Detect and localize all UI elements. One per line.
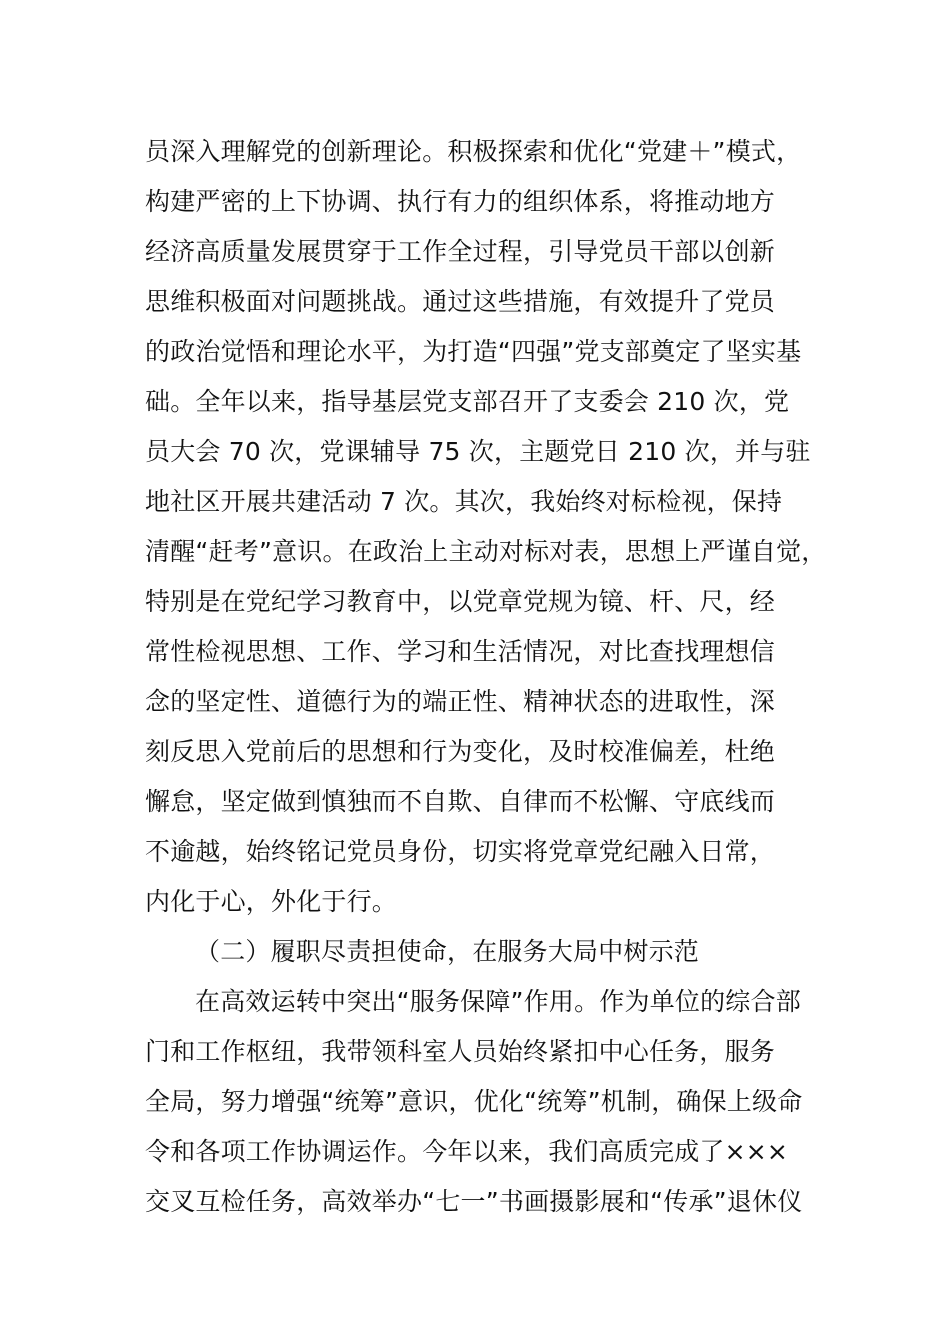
body-text [145, 127, 835, 1227]
text-line: 不逾越，始终铭记党员身份，切实将党章党纪融入日常， [145, 837, 776, 866]
text-line: 思维积极面对问题挑战。通过这些措施，有效提升了党员 [145, 287, 776, 316]
section-heading: （二）履职尽责担使命，在服务大局中树示范 [195, 937, 700, 966]
text-line: 的政治觉悟和理论水平，为打造“四强”党支部奠定了坚实基 [145, 337, 802, 366]
text-line: 令和各项工作协调运作。今年以来，我们高质完成了××× [145, 1137, 789, 1166]
text-line: 念的坚定性、道德行为的端正性、精神状态的进取性，深 [145, 687, 776, 716]
text-line: 交叉互检任务，高效举办“七一”书画摄影展和“传承”退休仪 [145, 1187, 803, 1216]
text-line: 构建严密的上下协调、执行有力的组织体系，将推动地方 [145, 187, 776, 216]
text-line: 刻反思入党前后的思想和行为变化，及时校准偏差，杜绝 [145, 737, 776, 766]
paragraph-first-line: 在高效运转中突出“服务保障”作用。作为单位的综合部 [195, 987, 801, 1016]
text-line: 懈怠，坚定做到慎独而不自欺、自律而不松懈、守底线而 [145, 787, 776, 816]
text-line: 清醒“赶考”意识。在政治上主动对标对表，思想上严谨自觉， [145, 537, 827, 566]
text-line: 内化于心，外化于行。 [145, 887, 398, 916]
text-line: 常性检视思想、工作、学习和生活情况，对比查找理想信 [145, 637, 776, 666]
text-line: 础。全年以来，指导基层党支部召开了支委会 210 次，党 [145, 387, 790, 416]
text-line: 员大会 70 次，党课辅导 75 次，主题党日 210 次，并与驻 [145, 437, 811, 466]
text-line: 经济高质量发展贯穿于工作全过程，引导党员干部以创新 [145, 237, 776, 266]
text-line: 特别是在党纪学习教育中，以党章党规为镜、杆、尺，经 [145, 587, 776, 616]
text-line: 门和工作枢纽，我带领科室人员始终紧扣中心任务，服务 [145, 1037, 776, 1066]
text-line: 员深入理解党的创新理论。积极探索和优化“党建＋”模式， [145, 137, 802, 166]
text-line: 地社区开展共建活动 7 次。其次，我始终对标检视，保持 [145, 487, 783, 516]
text-line: 全局，努力增强“统筹”意识，优化“统筹”机制，确保上级命 [145, 1087, 803, 1116]
